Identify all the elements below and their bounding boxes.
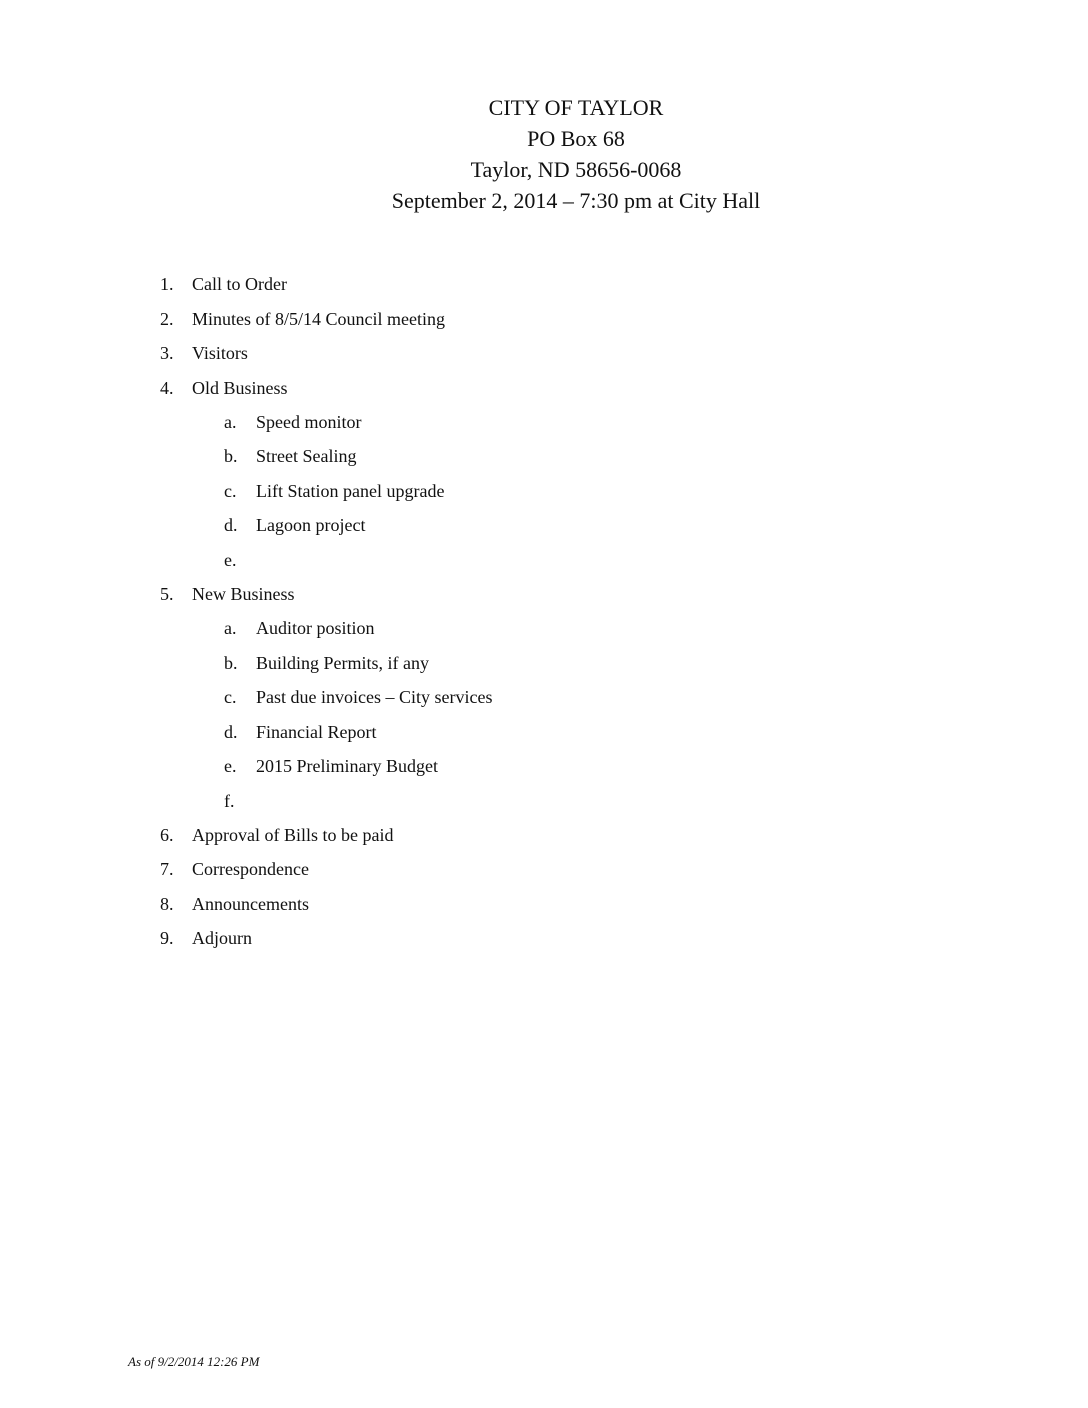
agenda-subitem-letter: a.: [224, 618, 237, 638]
agenda-item-number: 1.: [160, 274, 174, 294]
agenda-subitem-text: Lift Station panel upgrade: [256, 481, 445, 501]
city-address: Taylor, ND 58656-0068: [470, 157, 682, 182]
agenda-item-text: New Business: [192, 584, 295, 604]
agenda-subitem-letter: b.: [224, 446, 238, 466]
agenda-item-text: Adjourn: [192, 928, 252, 948]
agenda-item-number: 3.: [160, 343, 174, 363]
agenda-item-number: 5.: [160, 584, 174, 604]
agenda-subitem-letter: b.: [224, 653, 238, 673]
meeting-date-location: September 2, 2014 – 7:30 pm at City Hall: [391, 188, 761, 213]
agenda-subitem-text: Street Sealing: [256, 446, 357, 466]
agenda-subitem-text: Past due invoices – City services: [256, 687, 493, 707]
agenda-item-text: Announcements: [192, 894, 309, 914]
agenda-item-text: Old Business: [192, 378, 288, 398]
agenda-item-text: Correspondence: [192, 859, 309, 879]
city-name: CITY OF TAYLOR: [488, 95, 664, 120]
agenda-subitem-letter: f.: [224, 791, 235, 811]
agenda-subitem-letter: d.: [224, 722, 238, 742]
agenda-item-text: Visitors: [192, 343, 248, 363]
agenda-subitem-letter: e.: [224, 756, 237, 776]
agenda-subitem-text: Speed monitor: [256, 412, 362, 432]
agenda-item-text: Approval of Bills to be paid: [192, 825, 394, 845]
agenda-subitem-letter: c.: [224, 481, 237, 501]
agenda-subitem-letter: a.: [224, 412, 237, 432]
agenda-subitem-letter: e.: [224, 550, 237, 570]
agenda-subitem-text: 2015 Preliminary Budget: [256, 756, 438, 776]
agenda-subitem-text: Building Permits, if any: [256, 653, 429, 673]
agenda-subitem-text: Financial Report: [256, 722, 377, 742]
po-box: PO Box 68: [527, 126, 625, 151]
agenda-subitem-letter: d.: [224, 515, 238, 535]
agenda-item-number: 4.: [160, 378, 174, 398]
document-header: [0, 92, 1088, 216]
agenda-item-text: Minutes of 8/5/14 Council meeting: [192, 309, 445, 329]
agenda-item-text: Call to Order: [192, 274, 287, 294]
agenda-subitem-text: Auditor position: [256, 618, 375, 638]
agenda-subitem-letter: c.: [224, 687, 237, 707]
agenda-item-number: 8.: [160, 894, 174, 914]
agenda-item-number: 7.: [160, 859, 174, 879]
agenda-subitem-text: Lagoon project: [256, 515, 366, 535]
agenda-item-number: 2.: [160, 309, 174, 329]
agenda-item-number: 9.: [160, 928, 174, 948]
agenda-item-number: 6.: [160, 825, 174, 845]
footer-timestamp: As of 9/2/2014 12:26 PM: [128, 1354, 260, 1369]
